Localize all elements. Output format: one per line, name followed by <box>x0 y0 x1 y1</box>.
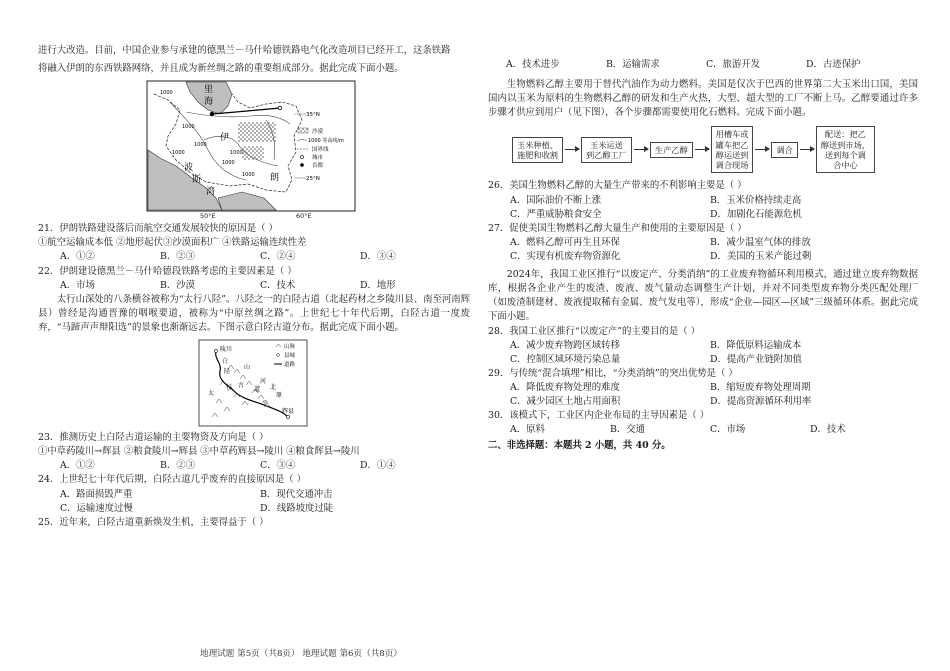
intro-line-2: 将融入伊朗的东西铁路网络，并且成为新丝绸之路的重要组成部分。据此完成下面小题。 <box>38 63 404 75</box>
svg-text:首都: 首都 <box>312 163 324 170</box>
q27-option-b[interactable]: B．减少温室气体的排放 <box>710 236 811 248</box>
iran-map-svg <box>146 80 356 212</box>
q30-stem: 30．该模式下，工业区内企业布局的主导因素是（ ） <box>488 410 710 422</box>
map-longitude-labels <box>146 212 356 222</box>
q29-stem: 29．与传统“混合填埋”相比，“分类消纳”的突出优势是（ ） <box>488 367 738 379</box>
q28-option-a[interactable]: A．减少废弃物跨区域转移 <box>510 339 620 351</box>
q27-option-d[interactable]: D．美国的玉米产能过剩 <box>710 250 812 262</box>
flow-step-text: 醇运送到 <box>715 149 749 160</box>
q26-option-c[interactable]: C．严重威胁粮食安全 <box>510 208 602 220</box>
intro-line-1: 进行大改造。目前，中国企业参与承建的德黑兰－马什哈德铁路电气化改造项目已经开工，这条铁路 <box>38 45 451 56</box>
q23-option-a[interactable]: A．①② <box>60 460 95 472</box>
q27-option-c[interactable]: C．实现有机废弃物资源化 <box>510 250 621 262</box>
q24-option-d[interactable]: D．线路坡度过陡 <box>260 502 334 514</box>
flow-arrow-icon <box>565 149 579 150</box>
q30-option-c[interactable]: C．市场 <box>710 424 746 436</box>
q26-option-d[interactable]: D．加剧化石能源危机 <box>710 208 802 220</box>
county-label-huixian: 辉县 <box>282 408 295 416</box>
q21-option-d[interactable]: D．③④ <box>360 251 396 263</box>
q27-options-row-2 <box>510 250 918 264</box>
q24-option-a[interactable]: A．路面损毁严重 <box>60 488 133 500</box>
svg-text:沙漠: 沙漠 <box>312 129 324 136</box>
iran-map <box>146 80 356 221</box>
longitude-label-2: 60°E <box>296 212 312 221</box>
q23-option-c[interactable]: C．③④ <box>260 460 296 472</box>
map-label-sea-1: 里 <box>204 85 214 96</box>
flow-step-5 <box>771 142 797 158</box>
flow-step-text: 施肥和收割 <box>517 149 558 160</box>
svg-text:行: 行 <box>226 384 233 392</box>
capital-city-marker <box>210 112 214 116</box>
flow-arrow-icon <box>755 149 769 150</box>
longitude-label-1: 50°E <box>200 212 216 221</box>
map-label-gulf-1: 波 <box>184 163 194 174</box>
passage-industrial-waste: 2024年，我国工业区推行“以废定产、分类消纳”的工业废弃物循环利用模式，通过建立废弃物数据库，根据各企业产生的废渣、废液、废气量动态调整生产计划，并对不同类型废弃物分类匹配处理厂（如废渣制建材、废液提取稀有金属、废气发电等），形成“企业—园区—区域”三级循环体系。据此完成下面小题。 <box>488 269 918 323</box>
q23-option-d[interactable]: D．①④ <box>360 460 396 472</box>
q28-option-b[interactable]: B．降低原料运输成本 <box>710 339 802 351</box>
q24-option-c[interactable]: C．运输速度过慢 <box>60 502 133 514</box>
flow-step-3 <box>650 142 693 158</box>
svg-text:山: 山 <box>244 364 251 372</box>
flow-step-text: 调合现场 <box>715 160 749 171</box>
q21-option-c[interactable]: C．②④ <box>260 251 296 263</box>
svg-text:山脉: 山脉 <box>284 344 296 351</box>
contour-label: 1000 <box>194 142 207 149</box>
svg-text:原: 原 <box>276 392 283 400</box>
q29-options-row-1 <box>510 381 918 395</box>
city-marker <box>278 106 282 110</box>
flow-step-text: 玉米种植、 <box>517 139 558 150</box>
flow-step-text: 配送：把乙 <box>824 129 866 140</box>
contour-label: 1000 <box>230 150 243 157</box>
q27-stem: 27．促使美国生物燃料乙醇大量生产和使用的主要原因是（ ） <box>488 222 747 234</box>
q30-options <box>510 423 918 437</box>
q29-option-c[interactable]: C．减少园区土地占用面积 <box>510 396 621 408</box>
contour-label: 1000 <box>182 124 195 131</box>
svg-text:县城: 县城 <box>284 353 296 360</box>
q25-option-a[interactable]: A．技术进步 <box>506 59 560 70</box>
map-label-country-1: 伊 <box>220 133 230 144</box>
passage-baixing: 太行山深处的八条横谷被称为“太行八陉”。八陉之一的白陉古道（北起药材之乡陵川县、南至河南辉县）曾经是沟通晋豫的咽喉要道，被称为“中原丝绸之路”。上世纪七十年代后期，白陉古道一度废弃，“马蹄声声辩阳选”的景象也渐渐远去。下图示意白陉古道分布。据此完成下面小题。 <box>38 293 470 333</box>
q22-option-d[interactable]: D．地形 <box>360 279 396 291</box>
q28-option-c[interactable]: C．控制区域环境污染总量 <box>510 353 621 365</box>
q23-stem: 23．推测历史上白陉古道运输的主要物资及方向是（ ） <box>38 432 269 444</box>
svg-text:太: 太 <box>208 390 215 398</box>
q24-options-row-1 <box>60 488 470 502</box>
svg-text:古: 古 <box>238 382 245 390</box>
q25-option-b[interactable]: B．运输需求 <box>606 59 660 70</box>
flow-step-1 <box>512 137 563 164</box>
map-label-gulf-3: 湾 <box>206 187 216 198</box>
q29-option-a[interactable]: A．降低废弃物处理的难度 <box>510 381 620 393</box>
svg-text:国界线: 国界线 <box>312 147 329 154</box>
contour-label: 1000 <box>222 160 235 167</box>
svg-text:道: 道 <box>254 386 261 394</box>
flow-arrow-icon <box>634 149 648 150</box>
q26-options-row-1 <box>510 194 918 208</box>
q25-stem: 25．近年来，白陉古道重新焕发生机，主要得益于（ ） <box>38 516 269 528</box>
flow-step-text: 到乙醇工厂 <box>585 149 627 160</box>
baixing-road-map <box>198 339 308 427</box>
q22-option-c[interactable]: C．技术 <box>260 279 296 291</box>
q27-option-a[interactable]: A．燃料乙醇可再生且环保 <box>510 236 620 248</box>
q24-options-row-2 <box>60 502 470 516</box>
q25-option-d[interactable]: D．古迹保护 <box>806 59 861 70</box>
ethanol-flow-diagram <box>512 126 918 173</box>
q25-options <box>506 58 918 72</box>
q26-stem: 26．美国生物燃料乙醇的大量生产带来的不利影响主要是（ ） <box>488 180 747 192</box>
flow-step-text: 玉米运送 <box>590 139 623 150</box>
latitude-label: 35°N <box>306 112 320 119</box>
q23-option-b[interactable]: B．②③ <box>160 460 196 472</box>
q22-stem: 22．伊朗建设德黑兰－马什哈德段铁路考虑的主要因素是（ ） <box>38 265 297 277</box>
section-2-title: 二、非选择题：本题共 2 小题，共 40 分。 <box>488 440 671 452</box>
svg-text:白: 白 <box>222 358 229 366</box>
q21-items: ①航空运输成本低 ②地形起伏③沙漠面积广 ④铁路运输连续性差 <box>38 237 307 249</box>
svg-text:道路: 道路 <box>284 362 296 369</box>
svg-text:北: 北 <box>270 384 277 392</box>
svg-text:陉: 陉 <box>224 368 231 376</box>
svg-text:平: 平 <box>262 400 269 408</box>
county-label-lingchuan: 陵川 <box>220 346 233 354</box>
contour-label: 1000 <box>242 172 255 179</box>
q26-option-a[interactable]: A．国际油价不断上涨 <box>510 194 602 206</box>
q22-option-a[interactable]: A．市场 <box>60 279 95 291</box>
q29-option-b[interactable]: B．缩短废弃物处理周期 <box>710 381 811 393</box>
baixing-map-svg <box>198 339 308 427</box>
svg-text:1000 等高线/m: 1000 等高线/m <box>308 138 344 145</box>
contour-label: 1000 <box>160 90 173 97</box>
flow-step-text: 罐车把乙 <box>715 139 749 150</box>
q28-option-d[interactable]: D．提高产业链附加值 <box>710 353 802 365</box>
page-footer: 地理试题 第5页（共8页） 地理试题 第6页（共8页） <box>200 649 402 660</box>
map-label-sea-2: 海 <box>204 97 214 108</box>
right-column <box>488 58 918 454</box>
q29-options-row-2 <box>510 395 918 409</box>
q26-options-row-2 <box>510 208 918 222</box>
q24-option-b[interactable]: B．现代交通冲击 <box>260 488 333 500</box>
svg-text:河: 河 <box>260 378 267 386</box>
flow-step-6 <box>816 126 875 173</box>
q22-option-b[interactable]: B．沙漠 <box>160 279 196 291</box>
flow-arrow-icon <box>800 149 814 150</box>
q30-option-d[interactable]: D．技术 <box>810 424 846 436</box>
q27-options-row-1 <box>510 236 918 250</box>
q23-items: ①中草药陵川→辉县 ②粮食陵川→辉县 ③中草药辉县→陵川 ④粮食辉县→陵川 <box>38 446 360 458</box>
q30-option-a[interactable]: A．原料 <box>510 424 545 436</box>
q26-option-b[interactable]: B．玉米价格持续走高 <box>710 194 802 206</box>
flow-step-4 <box>711 126 754 173</box>
q23-options <box>60 459 470 473</box>
map-label-gulf-2: 斯 <box>192 175 202 186</box>
svg-text:城市: 城市 <box>312 155 324 162</box>
q28-stem: 28．我国工业区推行“以废定产”的主要目的是（ ） <box>488 325 700 337</box>
baixing-map-legend <box>274 342 296 368</box>
flow-step-text: 生产乙醇 <box>654 144 688 155</box>
flow-step-text: 醇送到市场， <box>820 139 870 150</box>
map-label-country-2: 朗 <box>270 173 280 184</box>
contour-label: 1000 <box>172 150 185 157</box>
q21-option-a[interactable]: A．①② <box>60 251 95 263</box>
q30-option-b[interactable]: B．交通 <box>610 424 646 436</box>
flow-step-text: 合中心 <box>833 160 858 171</box>
q28-options-row-2 <box>510 353 918 367</box>
flow-arrow-icon <box>695 149 709 150</box>
flow-step-text: 送到每个调 <box>824 149 866 160</box>
flow-step-text: 调合 <box>776 144 793 155</box>
q24-stem: 24．上世纪七十年代后期，白陉古道几乎废弃的直接原因是（ ） <box>38 474 307 486</box>
q21-options <box>60 250 470 264</box>
left-column <box>38 44 470 530</box>
q21-stem: 21．伊朗铁路建设落后而航空交通发展较快的原因是（ ） <box>38 223 278 235</box>
flow-step-text: 用槽车或 <box>715 129 749 140</box>
q21-option-b[interactable]: B．②③ <box>160 251 196 263</box>
q29-option-d[interactable]: D．提高资源循环利用率 <box>710 396 812 408</box>
latitude-label-2: 25°N <box>306 176 320 183</box>
q25-option-c[interactable]: C．旅游开发 <box>706 59 761 70</box>
flow-step-2 <box>581 137 632 164</box>
passage-ethanol: 生物燃料乙醇主要用于替代汽油作为动力燃料。美国是仅次于巴西的世界第二大玉米出口国，美国国内以玉米为原料的生物燃料乙醇的研发和生产火热，大型、超大型的工厂不断上马。乙醇要通过许多步骤才供应到用户（见下图），各个步骤都需要使用化石燃料。完成下面小题。 <box>488 79 918 119</box>
q28-options-row-1 <box>510 339 918 353</box>
q22-options <box>60 279 470 293</box>
